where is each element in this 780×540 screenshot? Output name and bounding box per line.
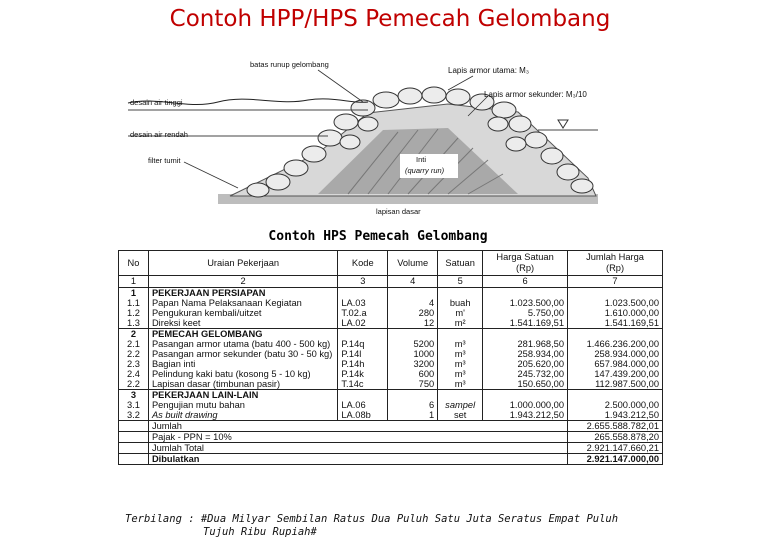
index-row: 1 2 3 4 5 6 7 — [119, 276, 663, 288]
label-air-tinggi: desain air tinggi — [130, 98, 183, 107]
label-armor-utama: Lapis armor utama: M₃ — [448, 66, 530, 75]
label-air-rendah: desain air rendah — [130, 130, 188, 139]
section-row-1: 1 1.1 1.2 1.3 PEKERJAAN PERSIAPAN Papan Nama Pelaksanaan Kegiatan Pengukuran kembali/uitzet Direksi keet LA.03 T.02.a LA.02 4 280 12 buah m' m² 1.023.500,00 5.750,00 1.541.169,51 1.023.500,00 1.610.000,00 1.541.169,51 — [119, 288, 663, 329]
total-row-jumlah-total: Jumlah Total 2.921.147.660,21 — [119, 443, 663, 454]
breakwater-cross-section — [118, 58, 678, 218]
total-row-dibulatkan: Dibulatkan 2.921.147.000,00 — [119, 454, 663, 465]
total-row-jumlah: Jumlah 2.655.588.782,01 — [119, 421, 663, 432]
header-kode: Kode — [338, 251, 388, 276]
label-quarry: (quarry run) — [405, 166, 445, 175]
hps-table — [118, 250, 663, 465]
total-row-pajak: Pajak - PPN = 10% 265.558.878,20 — [119, 432, 663, 443]
label-runup: batas runup gelombang — [250, 60, 329, 69]
water-level-marker — [558, 120, 568, 128]
header-uraian: Uraian Pekerjaan — [148, 251, 337, 276]
label-filter: filter tumit — [148, 156, 181, 165]
header-volume: Volume — [388, 251, 438, 276]
label-inti: Inti — [416, 155, 427, 164]
header-harga-satuan: Harga Satuan (Rp) — [483, 251, 568, 276]
table-title: Contoh HPS Pemecah Gelombang — [268, 229, 488, 244]
terbilang-line-1: Terbilang : #Dua Milyar Sembilan Ratus Dua Puluh Satu Juta Seratus Empat Puluh — [125, 513, 619, 525]
label-armor-sekunder: Lapis armor sekunder: M₃/10 — [484, 90, 587, 99]
slide-title: Contoh HPP/HPS Pemecah Gelombang — [169, 6, 611, 32]
breakwater-diagram — [118, 58, 678, 218]
header-row — [119, 251, 663, 276]
header-no: No — [119, 251, 149, 276]
section-row-2: 2 2.1 2.2 2.3 2.4 2.2 PEMECAH GELOMBANG Pasangan armor utama (batu 400 - 500 kg) Pasangan armor sekunder (batu 30 - 50 kg) Bagian inti Pelindung kaki batu (kosong 5 - 10 kg) Lapisan dasar (timbunan pasir) P.14q P.14l P.14h P.14k T.14c 5200 1000 3200 600 750 m³ m³ m³ m³ m³ 281.968,50 258.934,00 205.620,00 245.732,00 150.650,00 1.466.236.200,00 258.934.000,00 657.984.000,00 147.439.200,00 112.987.500,00 — [119, 329, 663, 390]
terbilang-line-2: Tujuh Ribu Rupiah# — [203, 526, 317, 538]
terbilang-text — [125, 513, 685, 539]
section-row-3: 3 3.1 3.2 PEKERJAAN LAIN-LAIN Pengujian mutu bahan As built drawing LA.06 LA.08b 6 1 sampel set 1.000.000,00 1.943.212,50 2.500.000,00 1.943.212,50 — [119, 390, 663, 421]
header-satuan: Satuan — [438, 251, 483, 276]
label-dasar: lapisan dasar — [376, 207, 421, 216]
header-jumlah-harga: Jumlah Harga (Rp) — [568, 251, 663, 276]
